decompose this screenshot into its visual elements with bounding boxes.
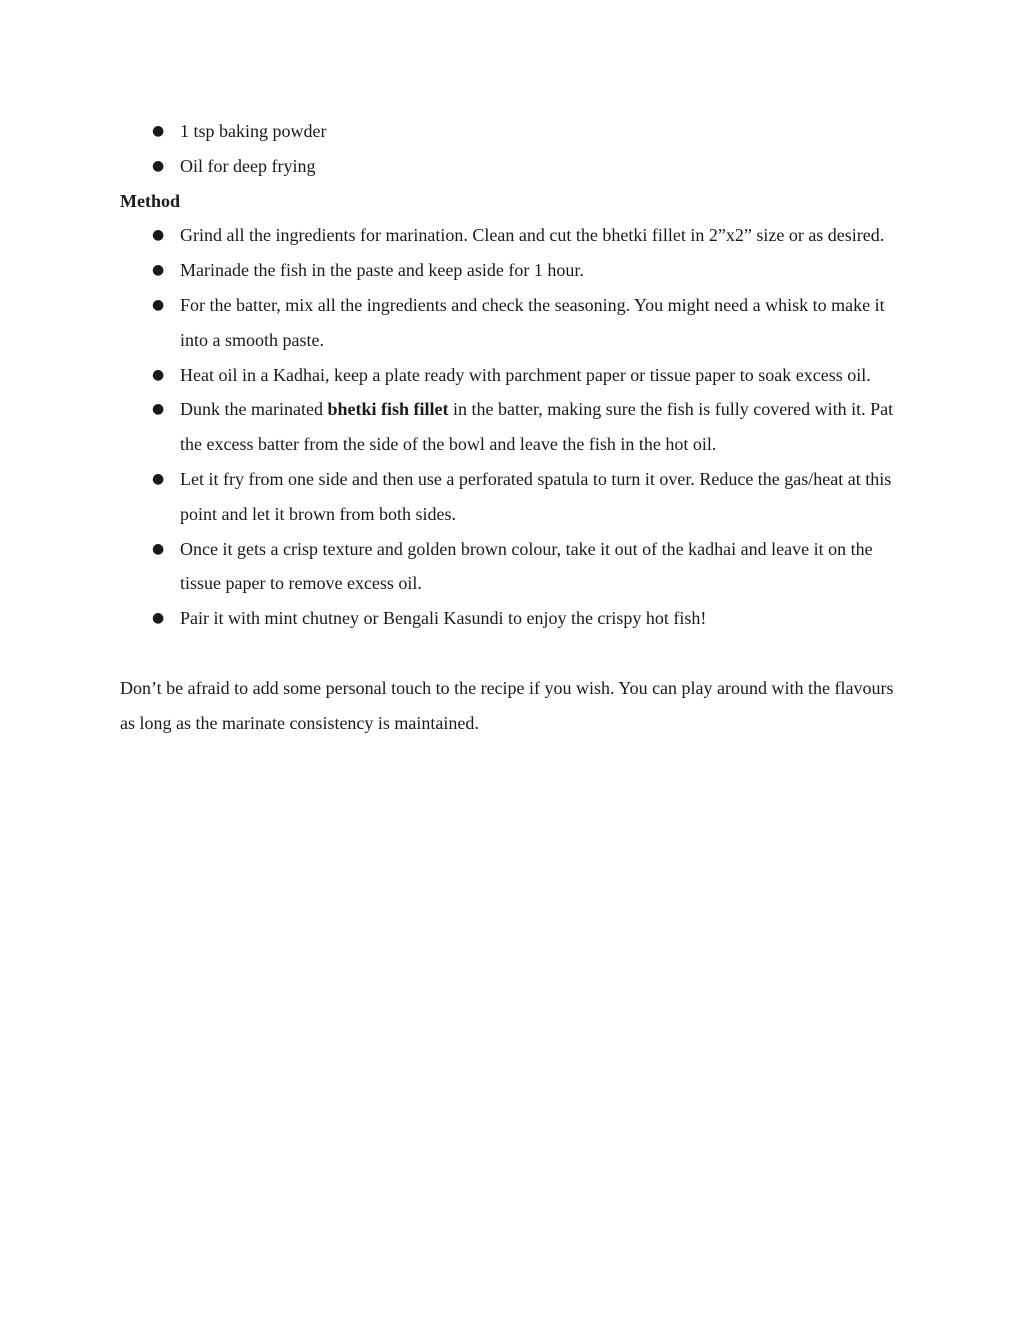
step-text: in the batter, making sure the fish is fully covered with it. Pat the excess batter from the side of the bowl and leave the fish in the hot oil. bbox=[180, 399, 894, 455]
bullet-icon: ● bbox=[152, 401, 165, 418]
list-item bbox=[120, 358, 910, 393]
step-text: Marinade the fish in the paste and keep aside for 1 hour. bbox=[180, 260, 584, 281]
list-item bbox=[120, 218, 910, 253]
method-list bbox=[120, 218, 910, 636]
method-heading: Method bbox=[120, 190, 180, 211]
step-text: Pair it with mint chutney or Bengali Kasundi to enjoy the crispy hot fish! bbox=[180, 608, 707, 629]
ingredient-text: 1 tsp baking powder bbox=[180, 121, 327, 141]
bullet-icon: ● bbox=[152, 610, 165, 627]
step-text: For the batter, mix all the ingredients and check the seasoning. You might need a whisk to make it into a smooth paste. bbox=[180, 294, 885, 350]
step-text: Grind all the ingredients for marination. Clean and cut the bhetki fillet in 2”x2” size or as desired. bbox=[180, 225, 885, 246]
list-item bbox=[120, 149, 910, 184]
list-item bbox=[120, 462, 910, 532]
list-item bbox=[120, 532, 910, 602]
step-text: Let it fry from one side and then use a perforated spatula to turn it over. Reduce the gas/heat at this point and let it brown from both sides. bbox=[180, 468, 892, 524]
bullet-icon: ● bbox=[152, 123, 165, 139]
bullet-icon: ● bbox=[152, 296, 165, 313]
ingredient-text: Oil for deep frying bbox=[180, 155, 316, 176]
step-text: Once it gets a crisp texture and golden brown colour, take it out of the kadhai and leave it on the tissue paper to remove excess oil. bbox=[180, 538, 873, 594]
list-item bbox=[120, 392, 910, 462]
bullet-icon: ● bbox=[152, 366, 165, 383]
list-item bbox=[120, 288, 910, 358]
step-text: Heat oil in a Kadhai, keep a plate ready with parchment paper or tissue paper to soak excess oil. bbox=[180, 364, 871, 385]
bullet-icon: ● bbox=[152, 227, 165, 244]
list-item bbox=[120, 601, 910, 636]
bullet-icon: ● bbox=[152, 470, 165, 487]
step-text: Dunk the marinated bbox=[180, 399, 328, 420]
bullet-icon: ● bbox=[152, 157, 165, 174]
closing-paragraph: Don’t be afraid to add some personal touch to the recipe if you wish. You can play around with the flavours as long as the marinate consistency is maintained. bbox=[120, 677, 894, 733]
list-item bbox=[120, 253, 910, 288]
list-item bbox=[120, 114, 910, 149]
step-bold-text: bhetki fish fillet bbox=[327, 399, 449, 420]
document-content bbox=[120, 114, 910, 740]
bullet-icon: ● bbox=[152, 540, 165, 557]
bullet-icon: ● bbox=[152, 262, 165, 279]
ingredients-list bbox=[120, 114, 910, 184]
